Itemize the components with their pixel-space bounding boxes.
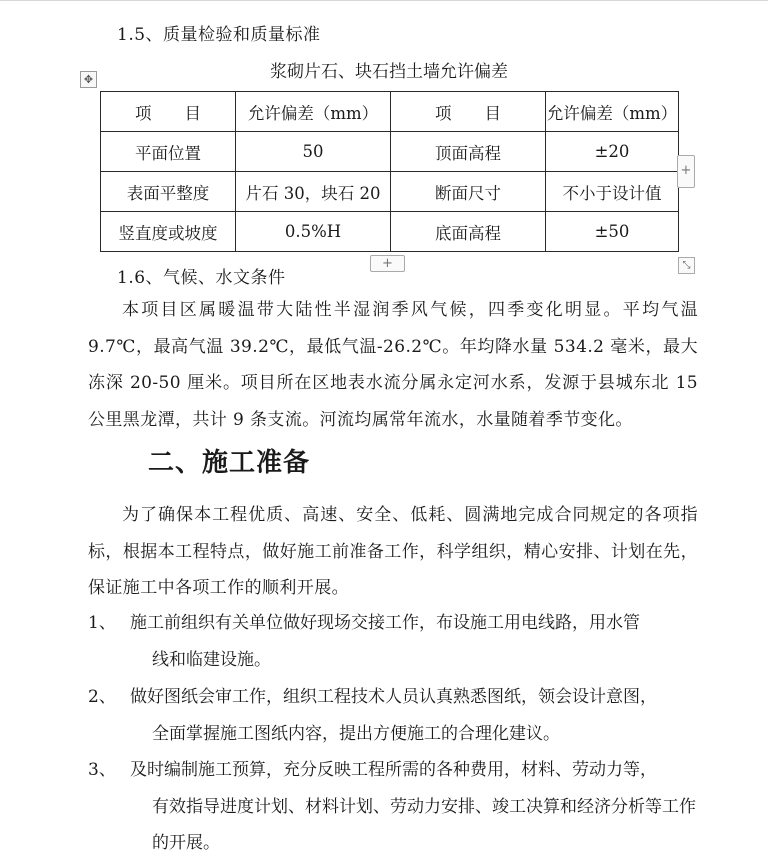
deviation-table bbox=[100, 91, 679, 252]
list-number: 2、 bbox=[88, 687, 116, 707]
list-text-first-line: 做好图纸会审工作，组织工程技术人员认真熟悉图纸，领会设计意图， bbox=[130, 687, 657, 707]
prep-paragraph: 为了确保本工程优质、高速、安全、低耗、圆满地完成合同规定的各项指标，根据本工程特点，做好施工前准备工作，科学组织，精心安排、计划在先，保证施工中各项工作的顺利开展。 bbox=[88, 505, 698, 598]
table-cell[interactable]: 竖直度或坡度 bbox=[101, 212, 236, 252]
list-number: 3、 bbox=[88, 760, 116, 780]
table-cell[interactable]: ±50 bbox=[546, 212, 679, 252]
section-heading-quality: 1.5、质量检验和质量标准 bbox=[117, 25, 321, 45]
table-header-row bbox=[101, 92, 679, 132]
table-cell[interactable]: 平面位置 bbox=[101, 132, 236, 172]
table-cell[interactable]: ±20 bbox=[546, 132, 679, 172]
table-move-handle-icon[interactable]: ✥ bbox=[80, 71, 97, 88]
table-cell[interactable]: 表面平整度 bbox=[101, 172, 236, 212]
table-row bbox=[101, 172, 679, 212]
list-text-first-line: 施工前组织有关单位做好现场交接工作，布设施工用电线路，用水管 bbox=[130, 613, 640, 633]
header-cell[interactable]: 允许偏差（mm） bbox=[236, 92, 391, 132]
list-text-continued: 有效指导进度计划、材料计划、劳动力安排、竣工决算和经济分析等工作的开展。 bbox=[152, 796, 696, 853]
table-cell[interactable]: 不小于设计值 bbox=[546, 172, 679, 212]
chapter-heading: 二、施工准备 bbox=[148, 448, 311, 478]
section-heading-climate: 1.6、气候、水文条件 bbox=[117, 268, 286, 288]
table-cell[interactable]: 顶面高程 bbox=[391, 132, 546, 172]
table-cell[interactable]: 底面高程 bbox=[391, 212, 546, 252]
table-cell[interactable]: 50 bbox=[236, 132, 391, 172]
add-column-button[interactable]: + bbox=[677, 155, 695, 188]
table-cell[interactable]: 片石 30，块石 20 bbox=[236, 172, 391, 212]
table-cell[interactable]: 断面尺寸 bbox=[391, 172, 546, 212]
list-number: 1、 bbox=[88, 613, 116, 633]
table-row bbox=[101, 212, 679, 252]
header-cell[interactable]: 项 目 bbox=[101, 92, 236, 132]
table-row bbox=[101, 132, 679, 172]
table-resize-handle-icon[interactable]: ⤡ bbox=[678, 257, 695, 274]
header-cell[interactable]: 允许偏差（mm） bbox=[546, 92, 679, 132]
page-top-edge bbox=[0, 0, 768, 7]
table-title: 浆砌片石、块石挡土墙允许偏差 bbox=[270, 62, 508, 82]
climate-paragraph: 本项目区属暖温带大陆性半湿润季风气候，四季变化明显。平均气温 9.7℃，最高气温 39.2℃，最低气温-26.2℃。年均降水量 534.2 毫米，最大冻深 20-50 厘米。项目所在区地表水流分属永定河水系，发源于县城东北 15 公里黑龙潭，共计 9 条支流。河流均属常年流水，水量随着季节变化。 bbox=[88, 300, 698, 430]
table-cell[interactable]: 0.5%H bbox=[236, 212, 391, 252]
list-text-continued: 全面掌握施工图纸内容，提出方便施工的合理化建议。 bbox=[152, 723, 560, 744]
header-cell[interactable]: 项 目 bbox=[391, 92, 546, 132]
list-text-first-line: 及时编制施工预算，充分反映工程所需的各种费用，材料、劳动力等， bbox=[130, 760, 657, 780]
add-row-button[interactable]: + bbox=[370, 255, 405, 272]
list-text-continued: 线和临建设施。 bbox=[152, 649, 271, 670]
